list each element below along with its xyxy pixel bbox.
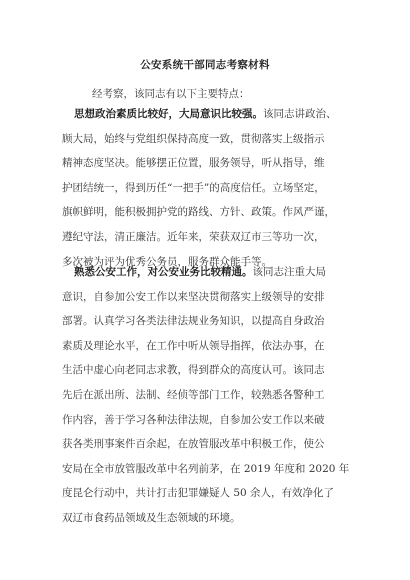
paragraph-line — [62, 260, 362, 285]
paragraph-text: 该同志讲政治、 — [263, 108, 337, 120]
paragraph-line: 先后在派出所、法制、经侦等部门工作，较熟悉各警种工 — [62, 388, 325, 401]
paragraph-heading: 熟悉公安工作，对公安业务比较精通。 — [74, 266, 253, 278]
paragraph-line — [62, 102, 362, 127]
paragraph-line: 作内容，善于学习各种法律法规，自参加公安工作以来破 — [62, 413, 325, 426]
paragraph-line: 意识，自参加公安工作以来坚决贯彻落实上级领导的安排 — [62, 290, 325, 303]
paragraph-text: 该同志注重大局 — [252, 266, 326, 278]
paragraph-line: 素质及理论水平，在工作中听从领导指挥，依法办事，在 — [62, 339, 325, 352]
paragraph-political-quality — [62, 102, 362, 274]
paragraph-line: 遵纪守法，清正廉洁。近年来，荣获双辽市三等功一次， — [62, 230, 325, 243]
paragraph-line: 度昆仑行动中，共计打击犯罪嫌疑人 50 余人，有效净化了 — [62, 487, 335, 500]
intro-text: 经考察，该同志有以下主要特点： — [92, 88, 250, 100]
paragraph-police-work — [62, 260, 362, 531]
document-title: 公安系统干部同志考察材料 — [140, 59, 270, 71]
paragraph-line: 顾大局，始终与党组织保持高度一致，贯彻落实上级指示 — [62, 132, 325, 145]
paragraph-line: 护团结统一，得到历任“一把手”的高度信任。立场坚定， — [62, 181, 325, 194]
paragraph-line: 部署。认真学习各类法律法规业务知识，以提高自身政治 — [62, 315, 325, 328]
paragraph-line: 精神态度坚决。能够摆正位置，服务领导，听从指导，维 — [62, 157, 325, 170]
paragraph-heading: 思想政治素质比较好，大局意识比较强。 — [74, 108, 263, 120]
paragraph-line: 获各类刑事案件百余起，在放管服改革中积极工作，使公 — [62, 438, 325, 451]
paragraph-line: 多次被为评为优秀公务员，服务群众能手等。 — [62, 255, 272, 268]
paragraph-line: 旗帜鲜明，能积极拥护党的路线、方针、政策。作风严谨， — [62, 206, 335, 219]
paragraph-line: 生活中虚心向老同志求教，得到群众的高度认可。该同志 — [62, 364, 325, 377]
paragraph-line: 安局在全市放管服改革中名列前茅，在 2019 年度和 2020 年 — [62, 462, 350, 475]
paragraph-line: 双辽市食药品领域及生态领域的环境。 — [62, 511, 241, 524]
